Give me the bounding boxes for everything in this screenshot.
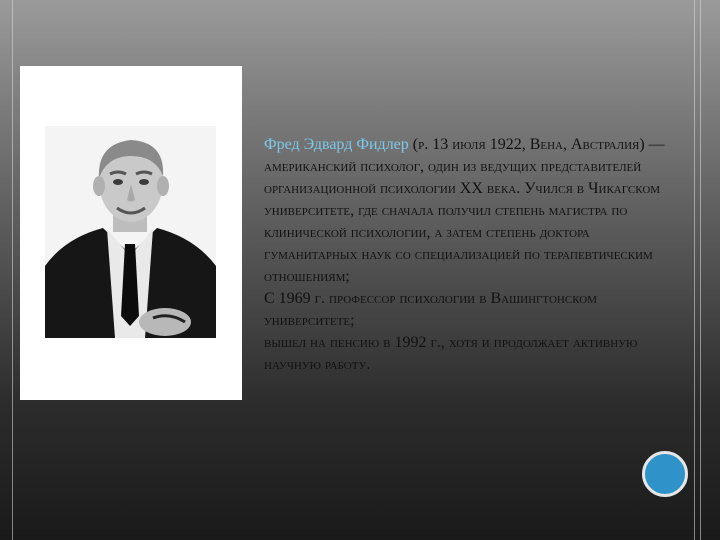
right-frame-line-inner bbox=[694, 0, 695, 540]
biography-paragraph-1 bbox=[264, 134, 684, 288]
biography-paragraph-2: С 1969 г. профессор психологии в Вашингтонском университете; bbox=[264, 290, 597, 329]
photo-card bbox=[20, 66, 242, 400]
biography-intro-text: (р. 13 июля 1922, Вена, Австралия) — американский психолог, один из ведущих представителей организационной психологии XX века. Учился в Чикагском университете, где сначала получил степень магистра по клинической психологии, а затем степень доктора гуманитарных наук со специализацией по терапевтическим отношениям; bbox=[264, 136, 665, 285]
person-name: Фред Эдвард Фидлер bbox=[264, 136, 409, 153]
right-frame-line-outer bbox=[700, 0, 701, 540]
left-frame-line bbox=[12, 0, 13, 540]
portrait-photo bbox=[45, 126, 216, 338]
portrait-photo-icon bbox=[45, 126, 216, 338]
biography-text bbox=[264, 134, 684, 376]
biography-paragraph-3: вышел на пенсию в 1992 г., хотя и продолжает активную научную работу. bbox=[264, 334, 638, 373]
decorative-circle bbox=[642, 451, 688, 497]
